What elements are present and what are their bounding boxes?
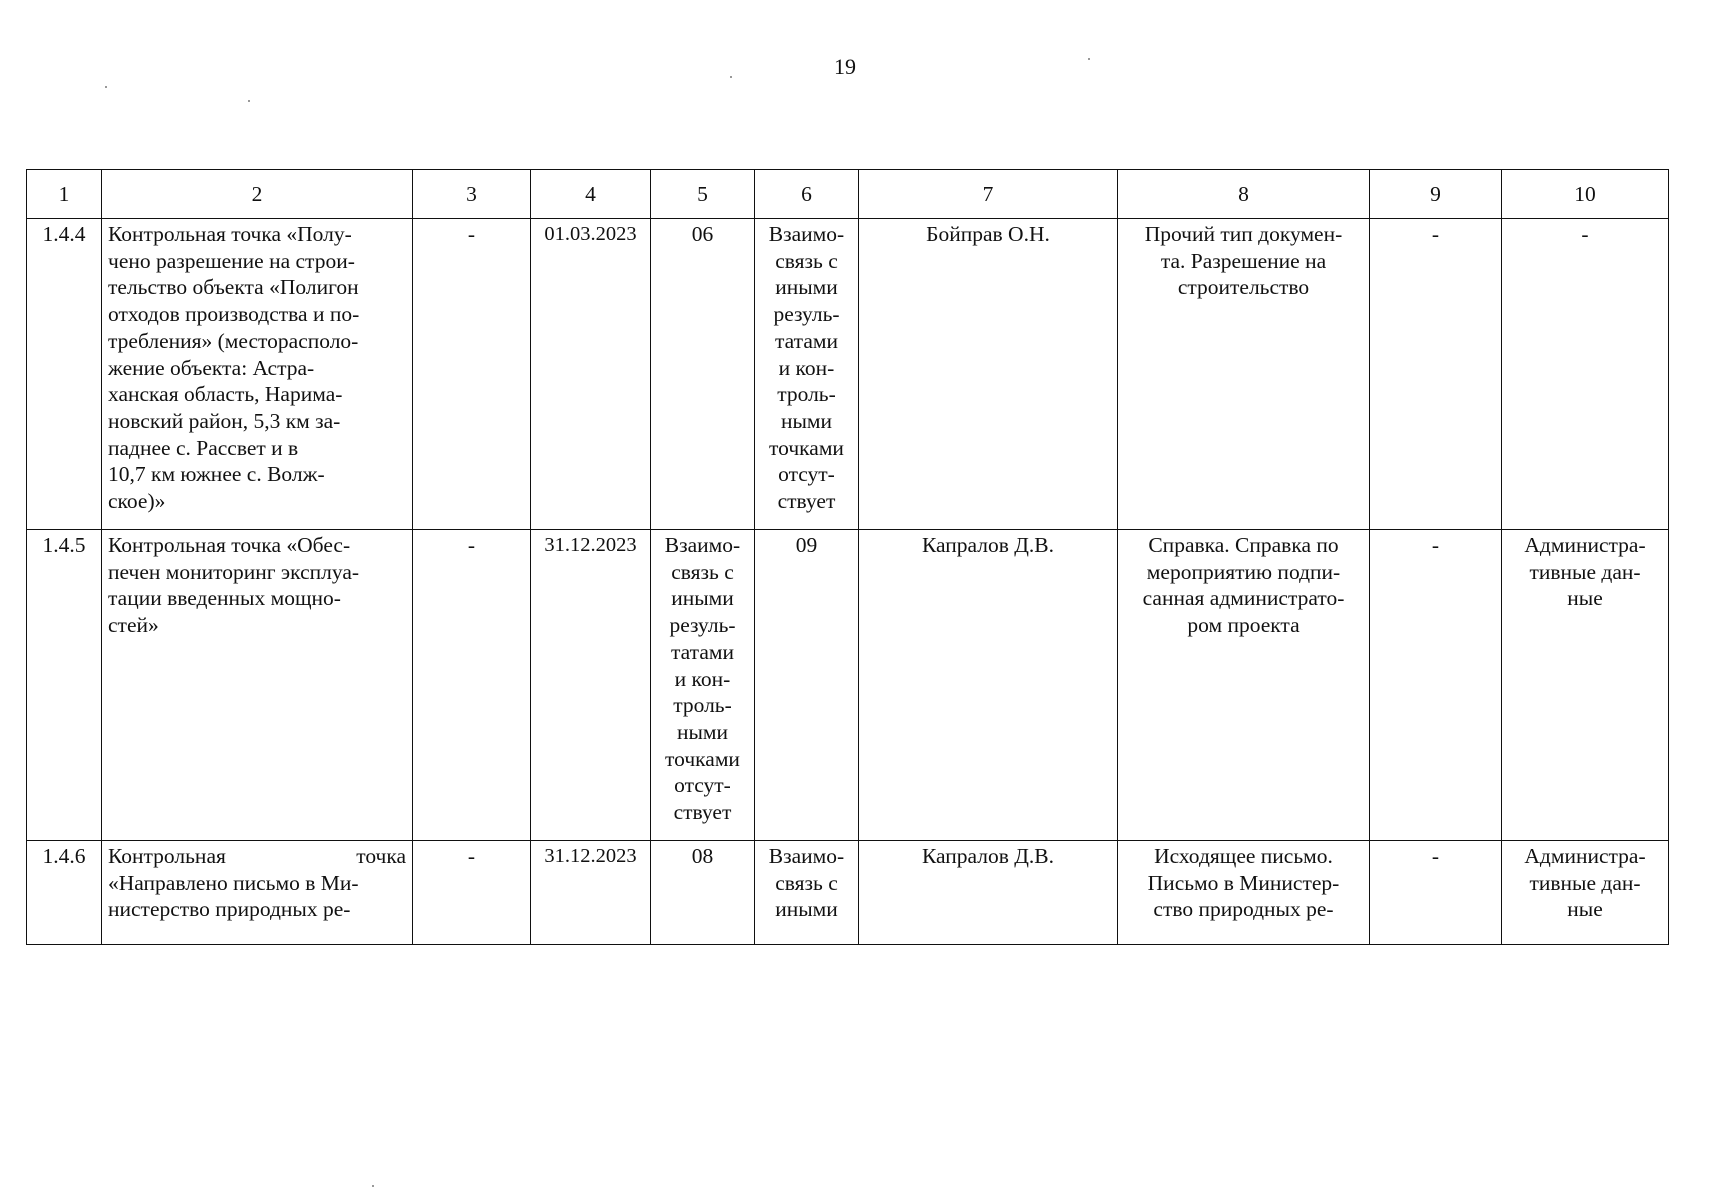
column-5-cell xyxy=(651,530,755,841)
column-6-line: ными xyxy=(780,408,833,433)
header-cell-4: 4 xyxy=(531,170,651,219)
column-6-line: Взаимо- xyxy=(768,844,845,868)
column-10-cell xyxy=(1502,841,1669,945)
header-cell-3: 3 xyxy=(413,170,531,219)
column-5-cell xyxy=(651,219,755,530)
column-6-line: иными xyxy=(775,275,838,300)
column-5-line: 08 xyxy=(691,844,714,868)
description-line: отходов производства и по- xyxy=(108,302,360,327)
document-type-line: санная администрато- xyxy=(1142,586,1345,611)
column-10-line: тивные дан- xyxy=(1529,870,1641,895)
description-line: Контрольная точка «Обес- xyxy=(108,533,351,557)
document-type-line: ром проекта xyxy=(1187,613,1300,638)
column-5-cell xyxy=(651,841,755,945)
responsible-person-cell: Капралов Д.В. xyxy=(859,841,1118,945)
column-10-line: ные xyxy=(1567,586,1603,611)
column-6-line: 09 xyxy=(795,533,818,557)
responsible-person-cell: Капралов Д.В. xyxy=(859,530,1118,841)
column-3-cell: - xyxy=(413,219,531,530)
description-line: тации введенных мощно- xyxy=(108,586,341,611)
header-cell-5: 5 xyxy=(651,170,755,219)
description-cell xyxy=(102,219,413,530)
document-type-line: мероприятию подпи- xyxy=(1146,559,1341,584)
description-line: Контрольная точка «Полу- xyxy=(108,222,352,246)
document-type-line: Исходящее письмо. xyxy=(1154,844,1333,868)
column-5-line: точками xyxy=(665,746,740,771)
responsible-person-cell: Бойправ О.Н. xyxy=(859,219,1118,530)
scan-speck xyxy=(248,100,250,102)
column-5-line: резуль- xyxy=(669,613,736,638)
date-cell: 01.03.2023 xyxy=(531,219,651,530)
description-cell xyxy=(102,530,413,841)
column-6-line: Взаимо- xyxy=(768,222,845,246)
column-10-line: ные xyxy=(1567,897,1603,922)
header-cell-2: 2 xyxy=(102,170,413,219)
column-10-line: - xyxy=(1581,222,1589,246)
column-9-cell: - xyxy=(1370,841,1502,945)
milestones-table xyxy=(26,169,1669,945)
column-10-line: Администра- xyxy=(1524,533,1646,557)
document-type-line: Письмо в Министер- xyxy=(1147,870,1340,895)
column-6-cell xyxy=(755,841,859,945)
header-cell-1: 1 xyxy=(27,170,102,219)
column-9-cell: - xyxy=(1370,530,1502,841)
scan-speck xyxy=(105,86,107,88)
description-line: стей» xyxy=(108,613,159,638)
description-line: Контрольная точка xyxy=(108,844,406,868)
column-10-line: тивные дан- xyxy=(1529,559,1641,584)
column-6-line: связь с xyxy=(775,248,838,273)
column-5-line: ствует xyxy=(673,800,732,825)
description-line: ское)» xyxy=(108,489,166,514)
document-type-cell xyxy=(1118,219,1370,530)
column-5-line: иными xyxy=(671,586,734,611)
column-3-cell: - xyxy=(413,530,531,841)
description-line: паднее с. Рассвет и в xyxy=(108,435,299,460)
scan-speck xyxy=(1088,58,1090,60)
column-6-line: резуль- xyxy=(773,302,840,327)
description-line: нистерство природных ре- xyxy=(108,897,351,922)
column-5-line: Взаимо- xyxy=(664,533,741,557)
column-6-line: связь с xyxy=(775,870,838,895)
column-10-cell xyxy=(1502,219,1669,530)
column-6-line: иными xyxy=(775,897,838,922)
column-10-line: Администра- xyxy=(1524,844,1646,868)
column-6-line: и кон- xyxy=(778,355,835,380)
description-line: печен мониторинг эксплуа- xyxy=(108,559,360,584)
description-line: тельство объекта «Полигон xyxy=(108,275,359,300)
description-cell xyxy=(102,841,413,945)
column-5-line: отсут- xyxy=(674,773,731,798)
document-type-line: та. Разрешение на xyxy=(1160,248,1327,273)
header-cell-8: 8 xyxy=(1118,170,1370,219)
description-line: 10,7 км южнее с. Волж- xyxy=(108,462,325,487)
table-row xyxy=(27,841,1669,945)
column-9-cell: - xyxy=(1370,219,1502,530)
document-type-cell xyxy=(1118,530,1370,841)
table-row xyxy=(27,219,1669,530)
column-3-cell: - xyxy=(413,841,531,945)
row-number-cell: 1.4.6 xyxy=(27,841,102,945)
row-number-cell: 1.4.4 xyxy=(27,219,102,530)
column-5-line: татами xyxy=(671,639,734,664)
description-line: новский район, 5,3 км за- xyxy=(108,408,341,433)
document-type-line: Справка. Справка по xyxy=(1148,533,1339,557)
description-line: жение объекта: Астра- xyxy=(108,355,315,380)
page-number: 19 xyxy=(834,54,856,79)
column-6-line: троль- xyxy=(777,382,836,407)
column-5-line: троль- xyxy=(673,693,732,718)
document-type-line: ство природных ре- xyxy=(1153,897,1334,922)
column-5-line: связь с xyxy=(671,559,734,584)
column-10-cell xyxy=(1502,530,1669,841)
row-number-cell: 1.4.5 xyxy=(27,530,102,841)
scan-speck xyxy=(372,1185,374,1187)
description-line: чено разрешение на строи- xyxy=(108,248,355,273)
column-5-line: ными xyxy=(676,719,729,744)
description-line: «Направлено письмо в Ми- xyxy=(108,870,359,895)
header-cell-7: 7 xyxy=(859,170,1118,219)
header-cell-10: 10 xyxy=(1502,170,1669,219)
description-line: ханская область, Нарима- xyxy=(108,382,343,407)
description-line: требления» (месторасполо- xyxy=(108,328,359,353)
document-type-line: Прочий тип докумен- xyxy=(1144,222,1343,246)
date-cell: 31.12.2023 xyxy=(531,841,651,945)
document-type-cell xyxy=(1118,841,1370,945)
table-row xyxy=(27,530,1669,841)
header-cell-9: 9 xyxy=(1370,170,1502,219)
column-5-line: и кон- xyxy=(674,666,731,691)
column-6-line: татами xyxy=(775,328,838,353)
date-cell: 31.12.2023 xyxy=(531,530,651,841)
column-6-line: ствует xyxy=(777,489,836,514)
scan-speck xyxy=(730,76,732,78)
column-6-cell xyxy=(755,530,859,841)
document-type-line: строительство xyxy=(1177,275,1310,300)
column-6-line: отсут- xyxy=(778,462,835,487)
column-6-line: точками xyxy=(769,435,844,460)
column-6-cell xyxy=(755,219,859,530)
header-cell-6: 6 xyxy=(755,170,859,219)
table-header-row xyxy=(27,170,1669,219)
column-5-line: 06 xyxy=(691,222,714,246)
